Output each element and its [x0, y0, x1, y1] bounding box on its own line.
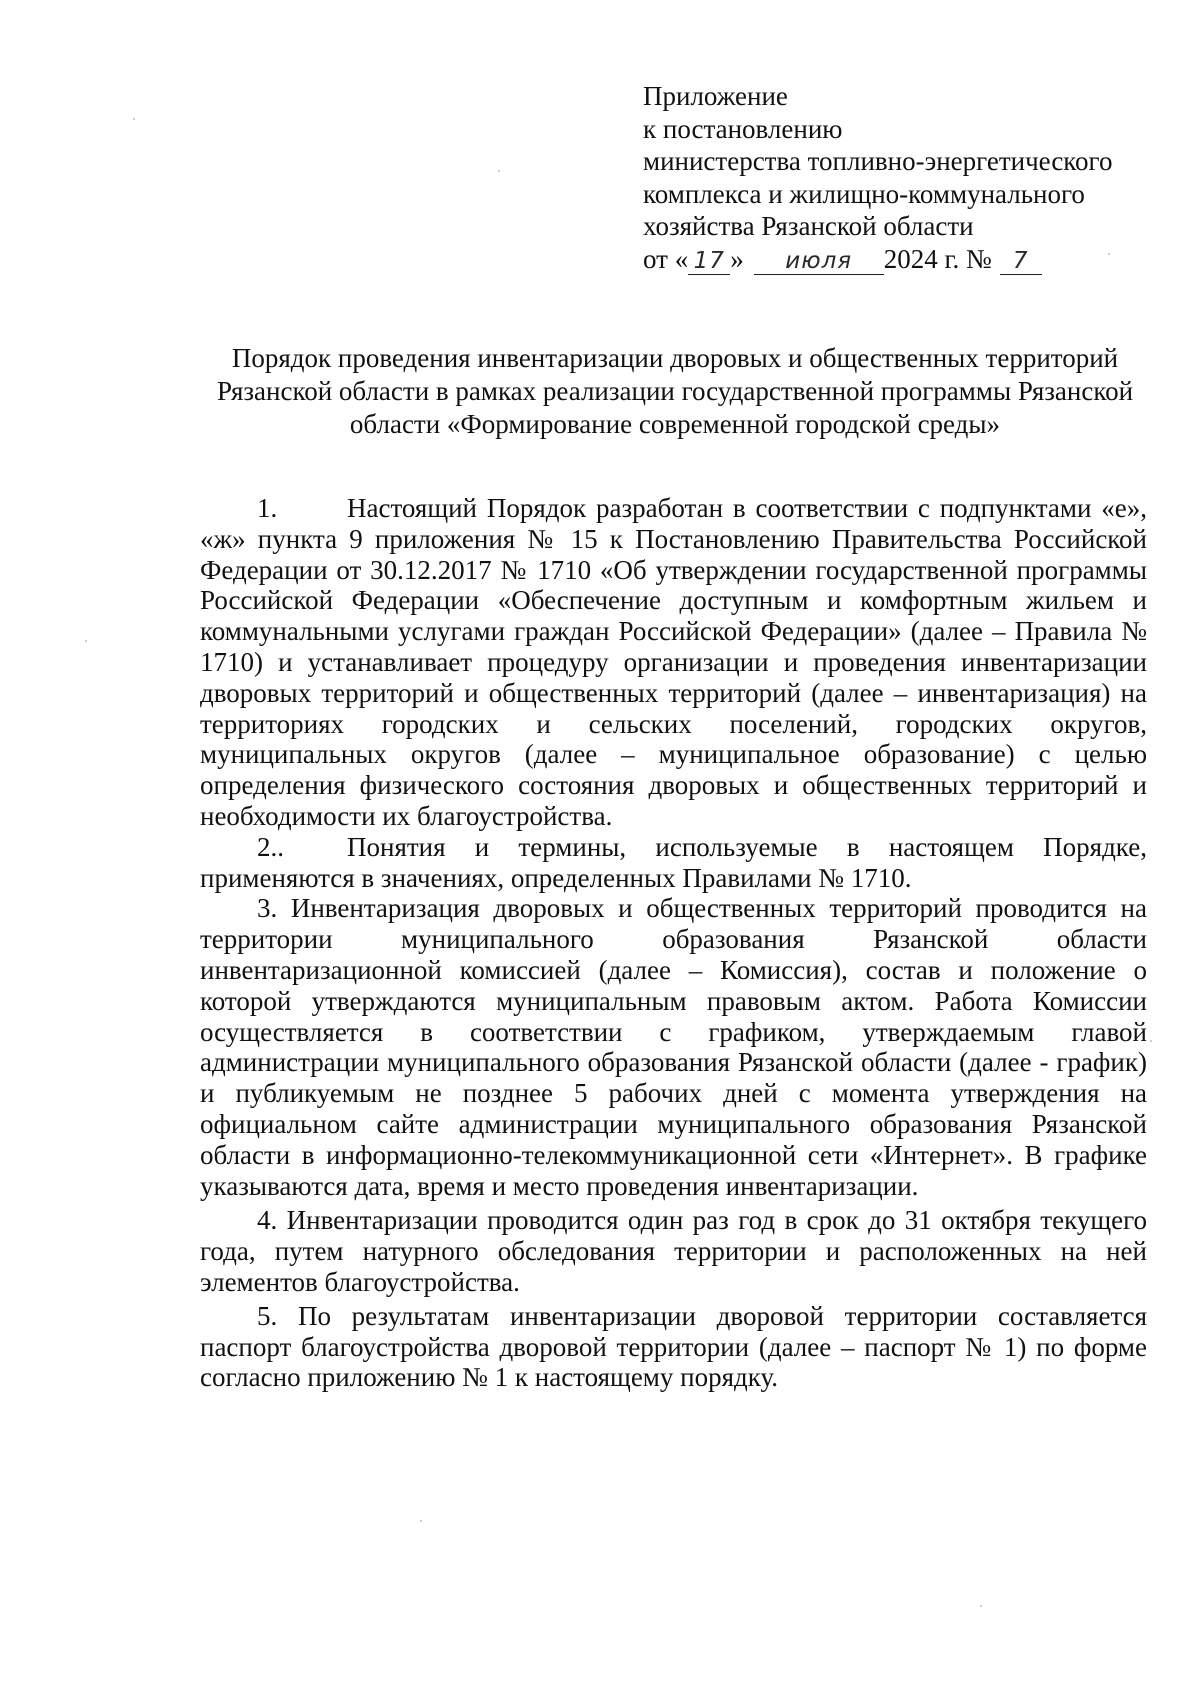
- scan-speck: [133, 118, 135, 120]
- appendix-line: хозяйства Рязанской области: [643, 211, 974, 241]
- appendix-date-line: [643, 243, 1163, 278]
- scan-speck: [420, 1520, 422, 1522]
- scan-speck: [980, 1605, 982, 1607]
- handwritten-month: июля: [754, 245, 884, 278]
- appendix-label: Приложение: [643, 81, 788, 111]
- paragraph-2: [200, 832, 1147, 894]
- paragraph-4: 4. Инвентаризации проводится один раз год в срок до 31 октября текущего года, путем натурного обследования территории и расположенных на ней элементов благоустройства.: [200, 1205, 1147, 1297]
- appendix-line: министерства топливно-энергетического: [643, 146, 1113, 176]
- date-year: 2024 г. №: [883, 243, 992, 274]
- date-quote-close: »: [730, 243, 744, 274]
- paragraph-5: 5. По результатам инвентаризации дворовой территории составляется паспорт благоустройства дворовой территории (далее – паспорт № 1) по форме согласно приложению № 1 к настоящему порядку.: [200, 1300, 1147, 1393]
- paragraph-number: 2..: [257, 831, 284, 862]
- scan-speck: [1108, 253, 1110, 255]
- appendix-header: [643, 80, 1163, 277]
- paragraph-number: 1.: [257, 493, 278, 523]
- handwritten-day: 17: [688, 245, 730, 278]
- paragraph-3: 3. Инвентаризация дворовых и общественных территорий проводится на территории муниципального образования Рязанской области инвентаризационной комиссией (далее – Комиссия), состав и положение о которой утверждаются муниципальным правовым актом. Работа Комиссии осуществляется в соответствии с графиком, утверждаемым главой администрации муниципального образования Рязанской области (далее - график) и публикуемым не позднее 5 рабочих дней с момента утверждения на официальном сайте администрации муниципального образования Рязанской области в информационно-телекоммуникационной сети «Интернет». В графике указываются дата, время и место проведения инвентаризации.: [200, 893, 1147, 1201]
- paragraph-text: Настоящий Порядок разработан в соответствии с подпунктами «е», «ж» пункта 9 приложения № 15 к Постановлению Правительства Российской Федерации от 30.12.2017 № 1710 «Об утверждении государственной программы Российской Федерации «Обеспечение доступным и комфортным жильем и коммунальными услугами граждан Российской Федерации» (далее – Правила № 1710) и устанавливает процедуру организации и проведения инвентаризации дворовых территорий и общественных территорий (далее – инвентаризация) на территориях городских и сельских поселений, городских округов, муниципальных округов (далее – муниципальное образование) с целью определения физического состояния дворовых и общественных территорий и необходимости их благоустройства.: [200, 493, 1147, 831]
- appendix-line: комплекса и жилищно-коммунального: [643, 178, 1085, 209]
- paragraph-1: [200, 493, 1147, 832]
- document-body: [200, 493, 1147, 1393]
- paragraph-text: Понятия и термины, используемые в настоящем Порядке, применяются в значениях, определенных Правилами № 1710.: [200, 831, 1147, 893]
- scan-speck: [85, 640, 87, 642]
- document-title: Порядок проведения инвентаризации дворовых и общественных территорий Рязанской области в рамках реализации государственной программы Рязанской области «Формирование современной городской среды»: [216, 343, 1134, 439]
- date-prefix: от «: [643, 243, 689, 274]
- handwritten-doc-number: 7: [1000, 245, 1042, 278]
- scan-speck: [1150, 1040, 1152, 1042]
- scan-speck: [498, 170, 500, 172]
- appendix-line: к постановлению: [643, 113, 843, 144]
